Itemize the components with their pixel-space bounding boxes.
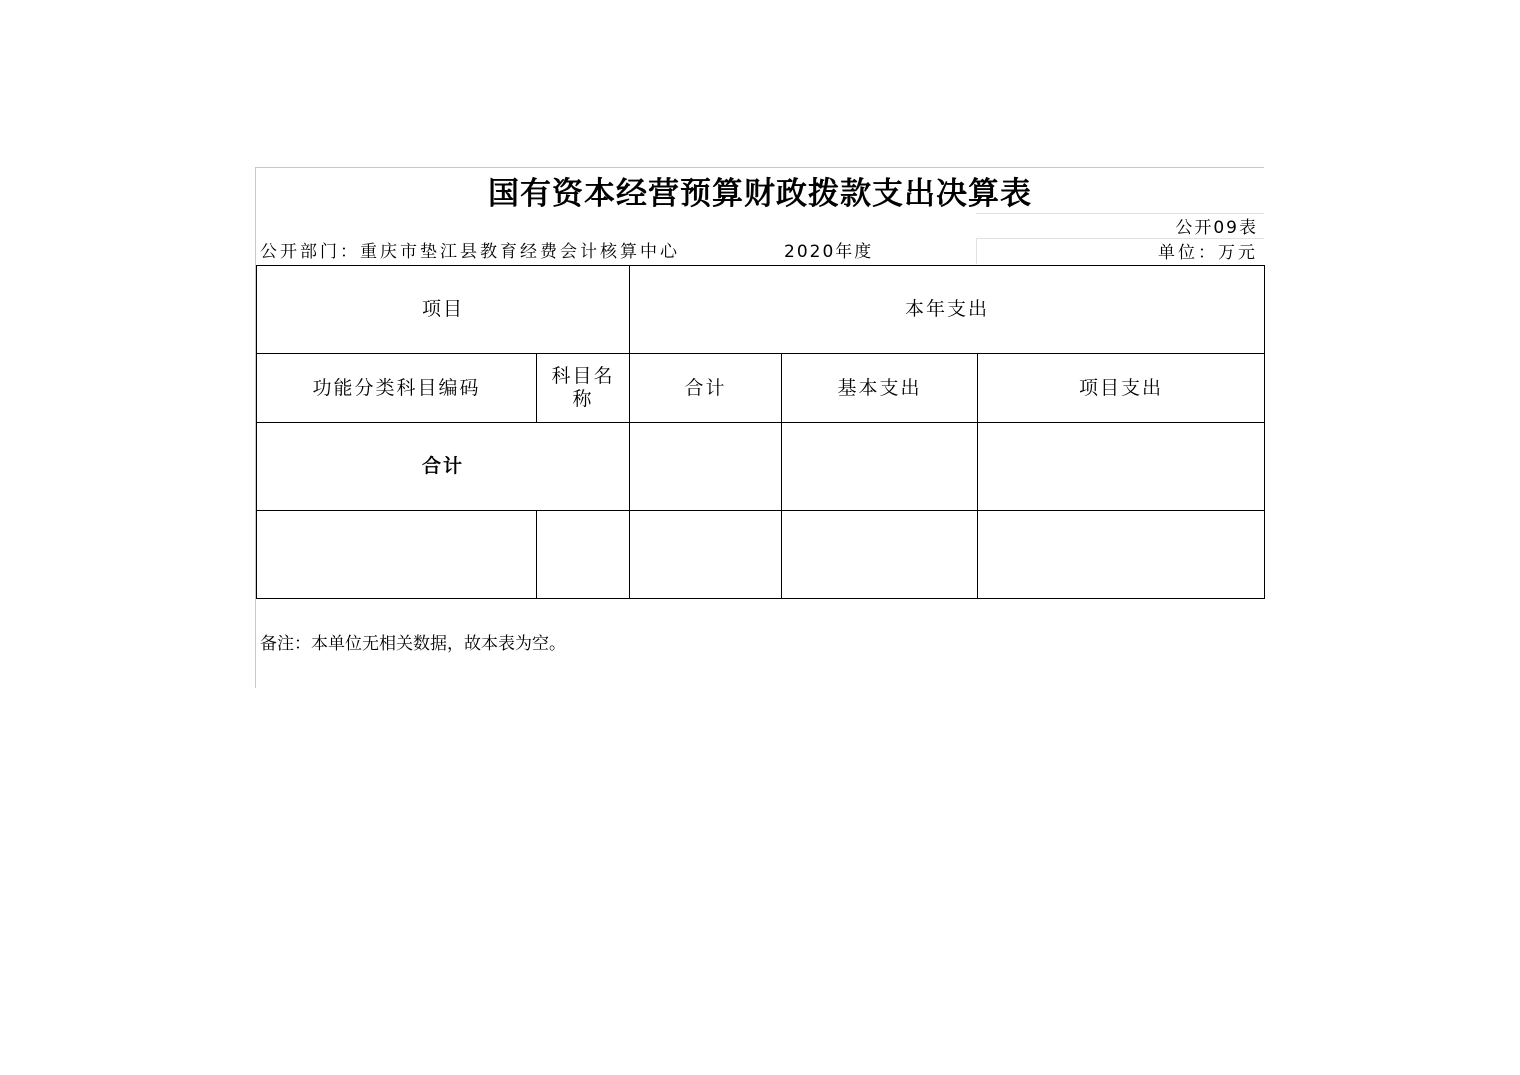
department-label: 公开部门：重庆市垫江县教育经费会计核算中心 [260, 242, 680, 262]
header-current-year: 本年支出 [630, 266, 1265, 354]
row-total-value [630, 423, 782, 511]
row-total-label: 合计 [257, 423, 630, 511]
report-title: 国有资本经营预算财政拨款支出决算表 [488, 176, 1032, 212]
cell-total [630, 511, 782, 599]
fiscal-year: 2020年度 [784, 242, 874, 262]
row-total-project [978, 423, 1265, 511]
unit-label: 单位：万元 [1158, 243, 1258, 263]
table-row-total [257, 423, 1265, 511]
col-subject-name: 科目名称 [537, 354, 630, 423]
footnote: 备注：本单位无相关数据，故本表为空。 [260, 634, 566, 654]
form-number: 公开09表 [1175, 218, 1258, 238]
cell-project [978, 511, 1265, 599]
expenditure-table [256, 265, 1265, 599]
cell-basic [782, 511, 978, 599]
row-total-basic [782, 423, 978, 511]
table-subheader-row [257, 354, 1265, 423]
table-header-row [257, 266, 1265, 354]
table-row [257, 511, 1265, 599]
col-total: 合计 [630, 354, 782, 423]
report-sheet [255, 167, 1264, 688]
cell-name [537, 511, 630, 599]
col-function-code: 功能分类科目编码 [257, 354, 537, 423]
col-project-expenditure: 项目支出 [978, 354, 1265, 423]
header-item: 项目 [257, 266, 630, 354]
col-basic-expenditure: 基本支出 [782, 354, 978, 423]
cell-code [257, 511, 537, 599]
